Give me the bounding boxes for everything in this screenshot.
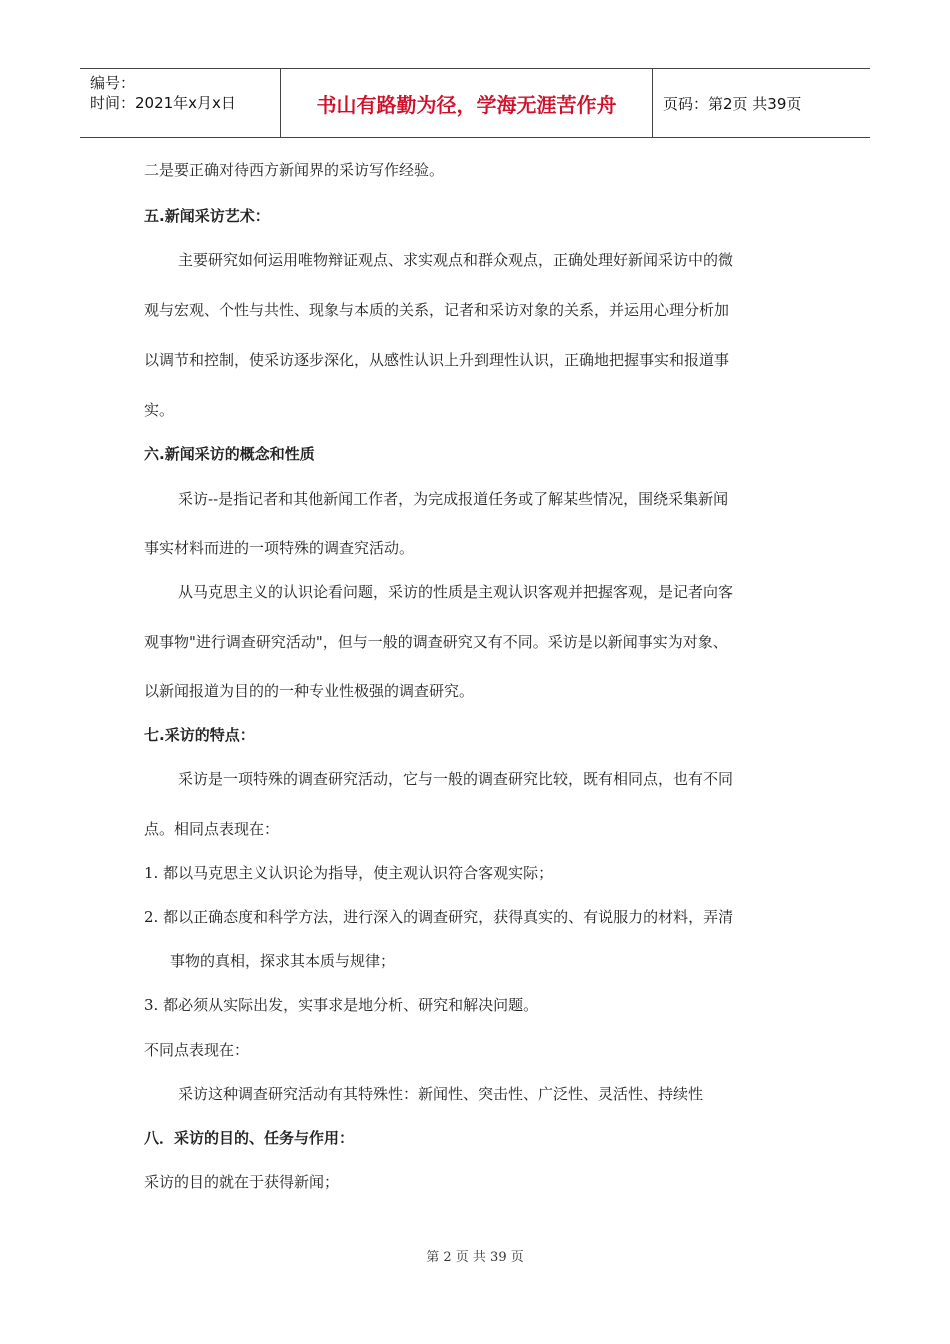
serial-label: 编号： xyxy=(90,74,136,92)
section-heading-8: 八．采访的目的、任务与作用： xyxy=(144,1129,355,1147)
paragraph-line: 主要研究如何运用唯物辩证观点、求实观点和群众观点，正确处理好新闻采访中的微 xyxy=(178,251,734,269)
header-page-info: 页码：第2页 共39页 xyxy=(663,94,802,113)
page-header xyxy=(80,68,870,138)
paragraph-line: 从马克思主义的认识论看问题，采访的性质是主观认识客观并把握客观，是记者向客 xyxy=(178,583,734,601)
page-footer: 第 2 页 共 39 页 xyxy=(426,1250,524,1265)
paragraph-line: 采访的目的就在于获得新闻； xyxy=(144,1173,340,1191)
time-label: 时间：2021年x月x日 xyxy=(90,94,236,112)
paragraph-line: 点。相同点表现在： xyxy=(144,820,280,838)
list-item-1: 1. 都以马克思主义认识论为指导，使主观认识符合客观实际； xyxy=(144,864,554,882)
header-meta xyxy=(80,69,281,137)
paragraph-line: 事实材料而进的一项特殊的调查究活动。 xyxy=(144,539,415,557)
paragraph-line: 采访这种调查研究活动有其特殊性：新闻性、突击性、广泛性、灵活性、持续性 xyxy=(178,1085,704,1103)
paragraph-line: 以调节和控制，使采访逐步深化，从感性认识上升到理性认识，正确地把握事实和报道事 xyxy=(144,351,730,369)
paragraph-line: 不同点表现在： xyxy=(144,1041,250,1059)
section-heading-5: 五.新闻采访艺术： xyxy=(144,207,270,225)
paragraph-line: 观事物"进行调查研究活动"，但与一般的调查研究又有不同。采访是以新闻事实为对象、 xyxy=(144,633,728,651)
section-heading-7: 七.采访的特点： xyxy=(144,726,255,744)
paragraph-line: 采访是一项特殊的调查研究活动，它与一般的调查研究比较，既有相同点，也有不同 xyxy=(178,770,734,788)
paragraph-line: 以新闻报道为目的的一种专业性极强的调查研究。 xyxy=(144,682,475,700)
paragraph-line: 采访--是指记者和其他新闻工作者，为完成报道任务或了解某些情况，围绕采集新闻 xyxy=(178,490,729,508)
list-item-2: 2. 都以正确态度和科学方法，进行深入的调查研究，获得真实的、有说服力的材料，弄清 xyxy=(144,908,734,926)
paragraph-line: 二是要正确对待西方新闻界的采访写作经验。 xyxy=(144,161,445,179)
section-heading-6: 六.新闻采访的概念和性质 xyxy=(144,445,315,463)
list-item-2-continued: 事物的真相，探求其本质与规律； xyxy=(170,952,396,970)
list-item-3: 3. 都必须从实际出发，实事求是地分析、研究和解决问题。 xyxy=(144,996,539,1014)
header-motto: 书山有路勤为径，学海无涯苦作舟 xyxy=(281,69,653,137)
paragraph-line: 观与宏观、个性与共性、现象与本质的关系，记者和采访对象的关系，并运用心理分析加 xyxy=(144,301,730,319)
paragraph-line: 实。 xyxy=(144,401,175,419)
